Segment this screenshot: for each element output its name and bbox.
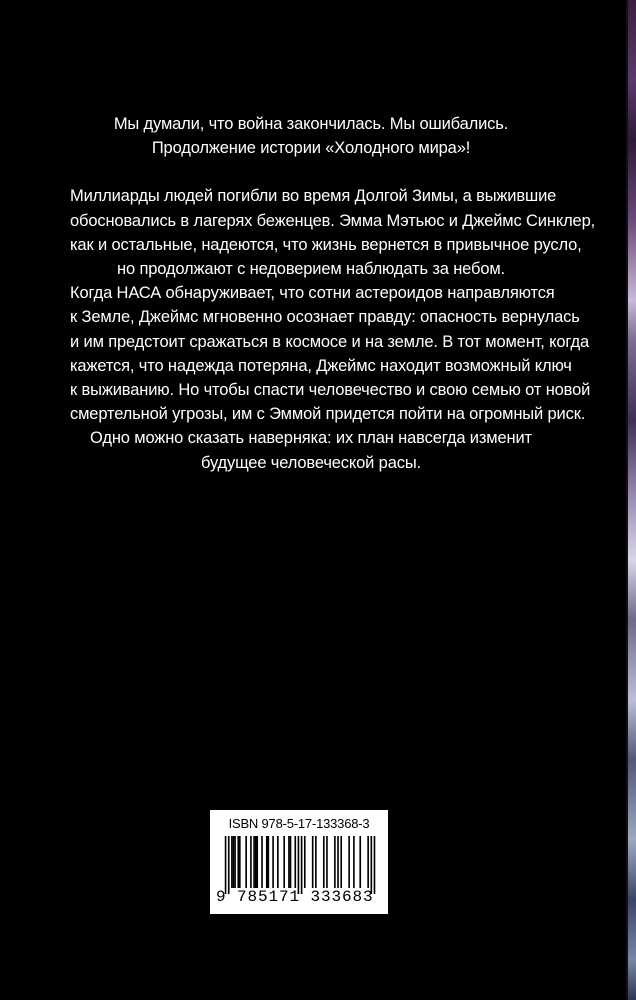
barcode-bar [231,836,233,888]
barcode-bar [245,836,247,888]
barcode-bars [220,836,380,894]
blurb-line: кажется, что надежда потеряна, Джеймс находит возможный ключ [70,356,572,375]
barcode-bar [234,836,236,888]
blurb-line: и им предстоит сражаться в космосе и на земле. В тот момент, когда [70,332,590,351]
blurb-line: как и остальные, надеются, что жизнь вернется в привычное русло, [70,235,582,254]
tagline-line-2: Продолжение истории «Холодного мира»! [151,139,471,158]
barcode-bar [228,836,230,894]
blurb-line: к выживанию. Но чтобы спасти человечество и свою семью от новой [70,381,591,400]
barcode-bar [359,836,361,888]
barcode-bar [312,836,314,888]
blurb-line: обосновались в лагерях беженцев. Эмма Мэтьюс и Джеймс Синклер, [70,211,596,230]
barcode-bar [268,836,270,888]
paragraph-gap [70,160,552,184]
barcode-digits: 9 785171 333683 [216,888,374,906]
barcode-bar [326,836,328,888]
blurb-line: Когда НАСА обнаруживает, что сотни астероидов направляются [70,284,555,303]
barcode-bar [290,836,292,888]
barcode-bar [272,836,274,888]
blurb-line: Одно можно сказать наверняка: их план навсегда изменит [90,429,532,448]
barcode-bar [374,836,376,894]
barcode-bar [237,836,239,888]
isbn-barcode [210,810,388,914]
barcode-bar [225,836,227,894]
tagline-line-1: Мы думали, что война закончилась. Мы ошибались. [113,115,509,133]
barcode-bar [283,836,285,888]
barcode-bar [304,836,306,888]
barcode-bar [250,836,252,888]
cover-art-edge [628,0,636,1000]
barcode-bar [334,836,336,888]
barcode-bar [348,836,350,888]
barcode-bar [367,836,369,888]
barcode-bar [323,836,325,888]
barcode-bar [340,836,342,888]
blurb-line: Миллиарды людей погибли во время Долгой Зимы, а выжившие [70,187,557,206]
blurb-line: будущее человеческой расы. [201,453,421,472]
blurb-line: смертельной угрозы, им с Эммой придется пойти на огромный риск. [70,405,586,424]
barcode-bar [371,836,373,894]
barcode-bar [256,836,258,888]
barcode-bar [239,836,241,888]
barcode-bar [288,836,290,888]
blurb-line: но продолжают с недоверием наблюдать за небом. [117,260,505,279]
barcode-bar [315,836,317,888]
barcode-bar [233,836,235,888]
barcode-bar [253,836,255,888]
barcode-bar [298,836,300,894]
barcode-bar [301,836,303,894]
barcode-bar [337,836,339,888]
barcode-bar [261,836,263,888]
barcode-bar [294,836,296,888]
blurb-line: к Земле, Джеймс мгновенно осознает правду: опасность вернулась [70,308,580,327]
barcode-bar [266,836,268,888]
isbn-label: ISBN 978-5-17-133368-3 [228,816,370,831]
barcode-bar [353,836,355,888]
blurb-text [70,112,596,475]
barcode-bar [277,836,279,888]
barcode-bar [255,836,257,888]
